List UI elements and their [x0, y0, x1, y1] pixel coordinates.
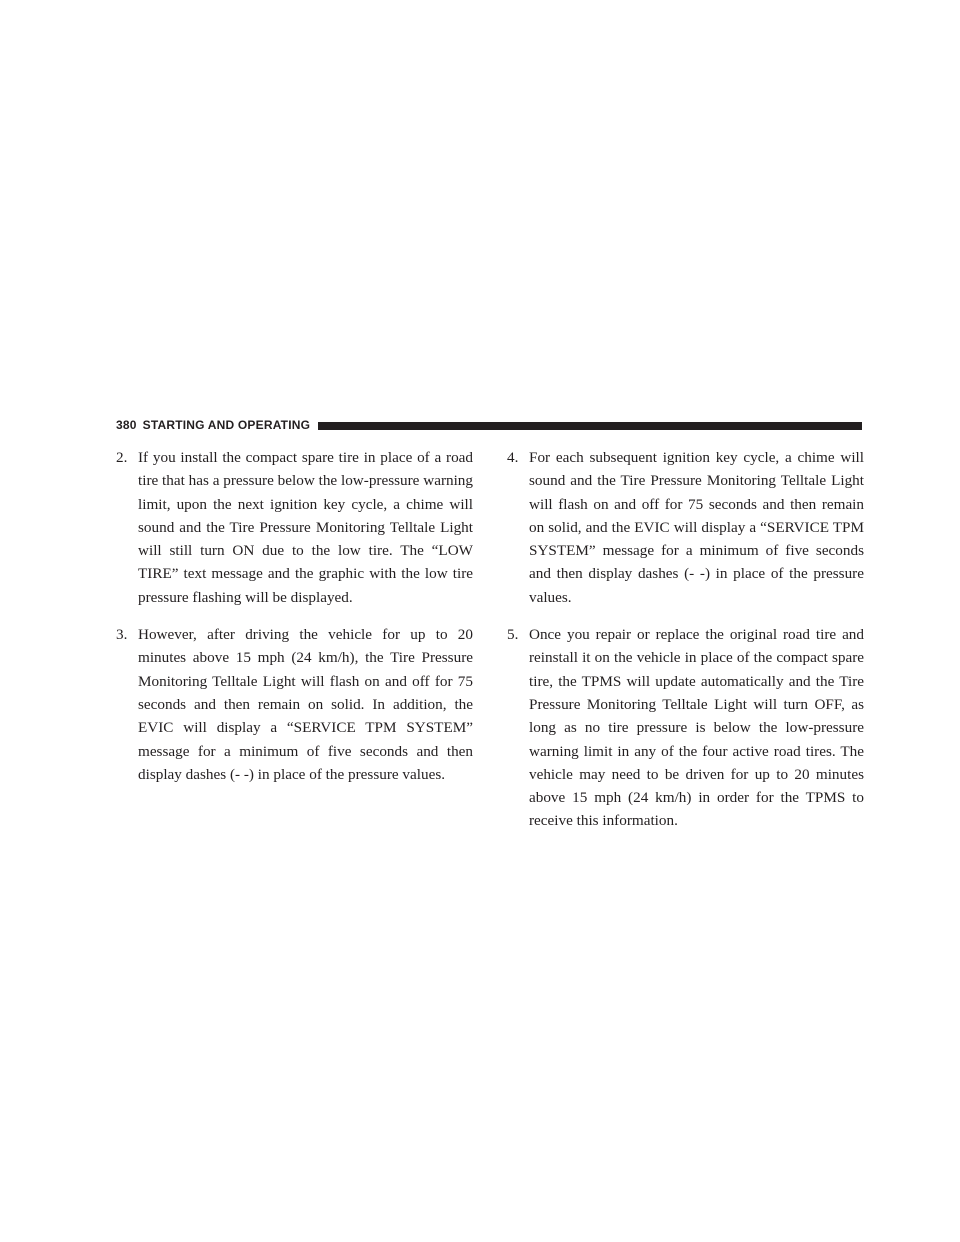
list-item-text: If you install the compact spare tire in place of a road tire that has a pressure below the low-pressure warning limit, upon the next ignition key cycle, a chime will sound and the Tire Pressure Monitoring Telltale Light will still turn ON due to the low tire. The “LOW TIRE” text message and the graphic with the low tire pressure flashing will be displayed.: [138, 449, 473, 606]
list-item-text: Once you repair or replace the original road tire and reinstall it on the vehicle in place of the compact spare tire, the TPMS will update automatically and the Tire Pressure Monitoring Telltale Light will turn OFF, as long as no tire pressure is below the low-pressure warning limit in any of the four active road tires. The vehicle may need to be driven for up to 20 minutes above 15 mph (24 km/h) in order for the TPMS to receive this information.: [529, 626, 864, 830]
list-item-number: 4.: [507, 449, 519, 466]
list-item-number: 2.: [116, 449, 128, 466]
list-item-number: 5.: [507, 626, 519, 644]
header-rule: [318, 422, 862, 430]
page-header: [116, 419, 862, 432]
list-item-number: 3.: [116, 626, 128, 644]
list-item-text: For each subsequent ignition key cycle, a chime will sound and the Tire Pressure Monitoring Telltale Light will flash on and off for 75 seconds and then remain on solid, and the EVIC will display a “SERVICE TPM SYSTEM” message for a minimum of five seconds and then display dashes (- -) in place of the pressure values.: [529, 449, 864, 606]
page-number: 380: [116, 418, 137, 432]
list-item-3: [116, 623, 473, 786]
list-item-text: However, after driving the vehicle for up to 20 minutes above 15 mph (24 km/h), the Tire Pressure Monitoring Telltale Light will flash on and off for 75 seconds and then remain on solid. In addition, the EVIC will display a “SERVICE TPM SYSTEM” message for a minimum of five seconds and then display dashes (- -) in place of the pressure values.: [138, 626, 473, 783]
right-column: [507, 446, 864, 847]
list-item-4: [507, 446, 864, 609]
section-title: STARTING AND OPERATING: [142, 418, 311, 432]
list-item-2: [116, 446, 473, 609]
left-column: [116, 446, 473, 800]
list-item-5: [507, 623, 864, 833]
